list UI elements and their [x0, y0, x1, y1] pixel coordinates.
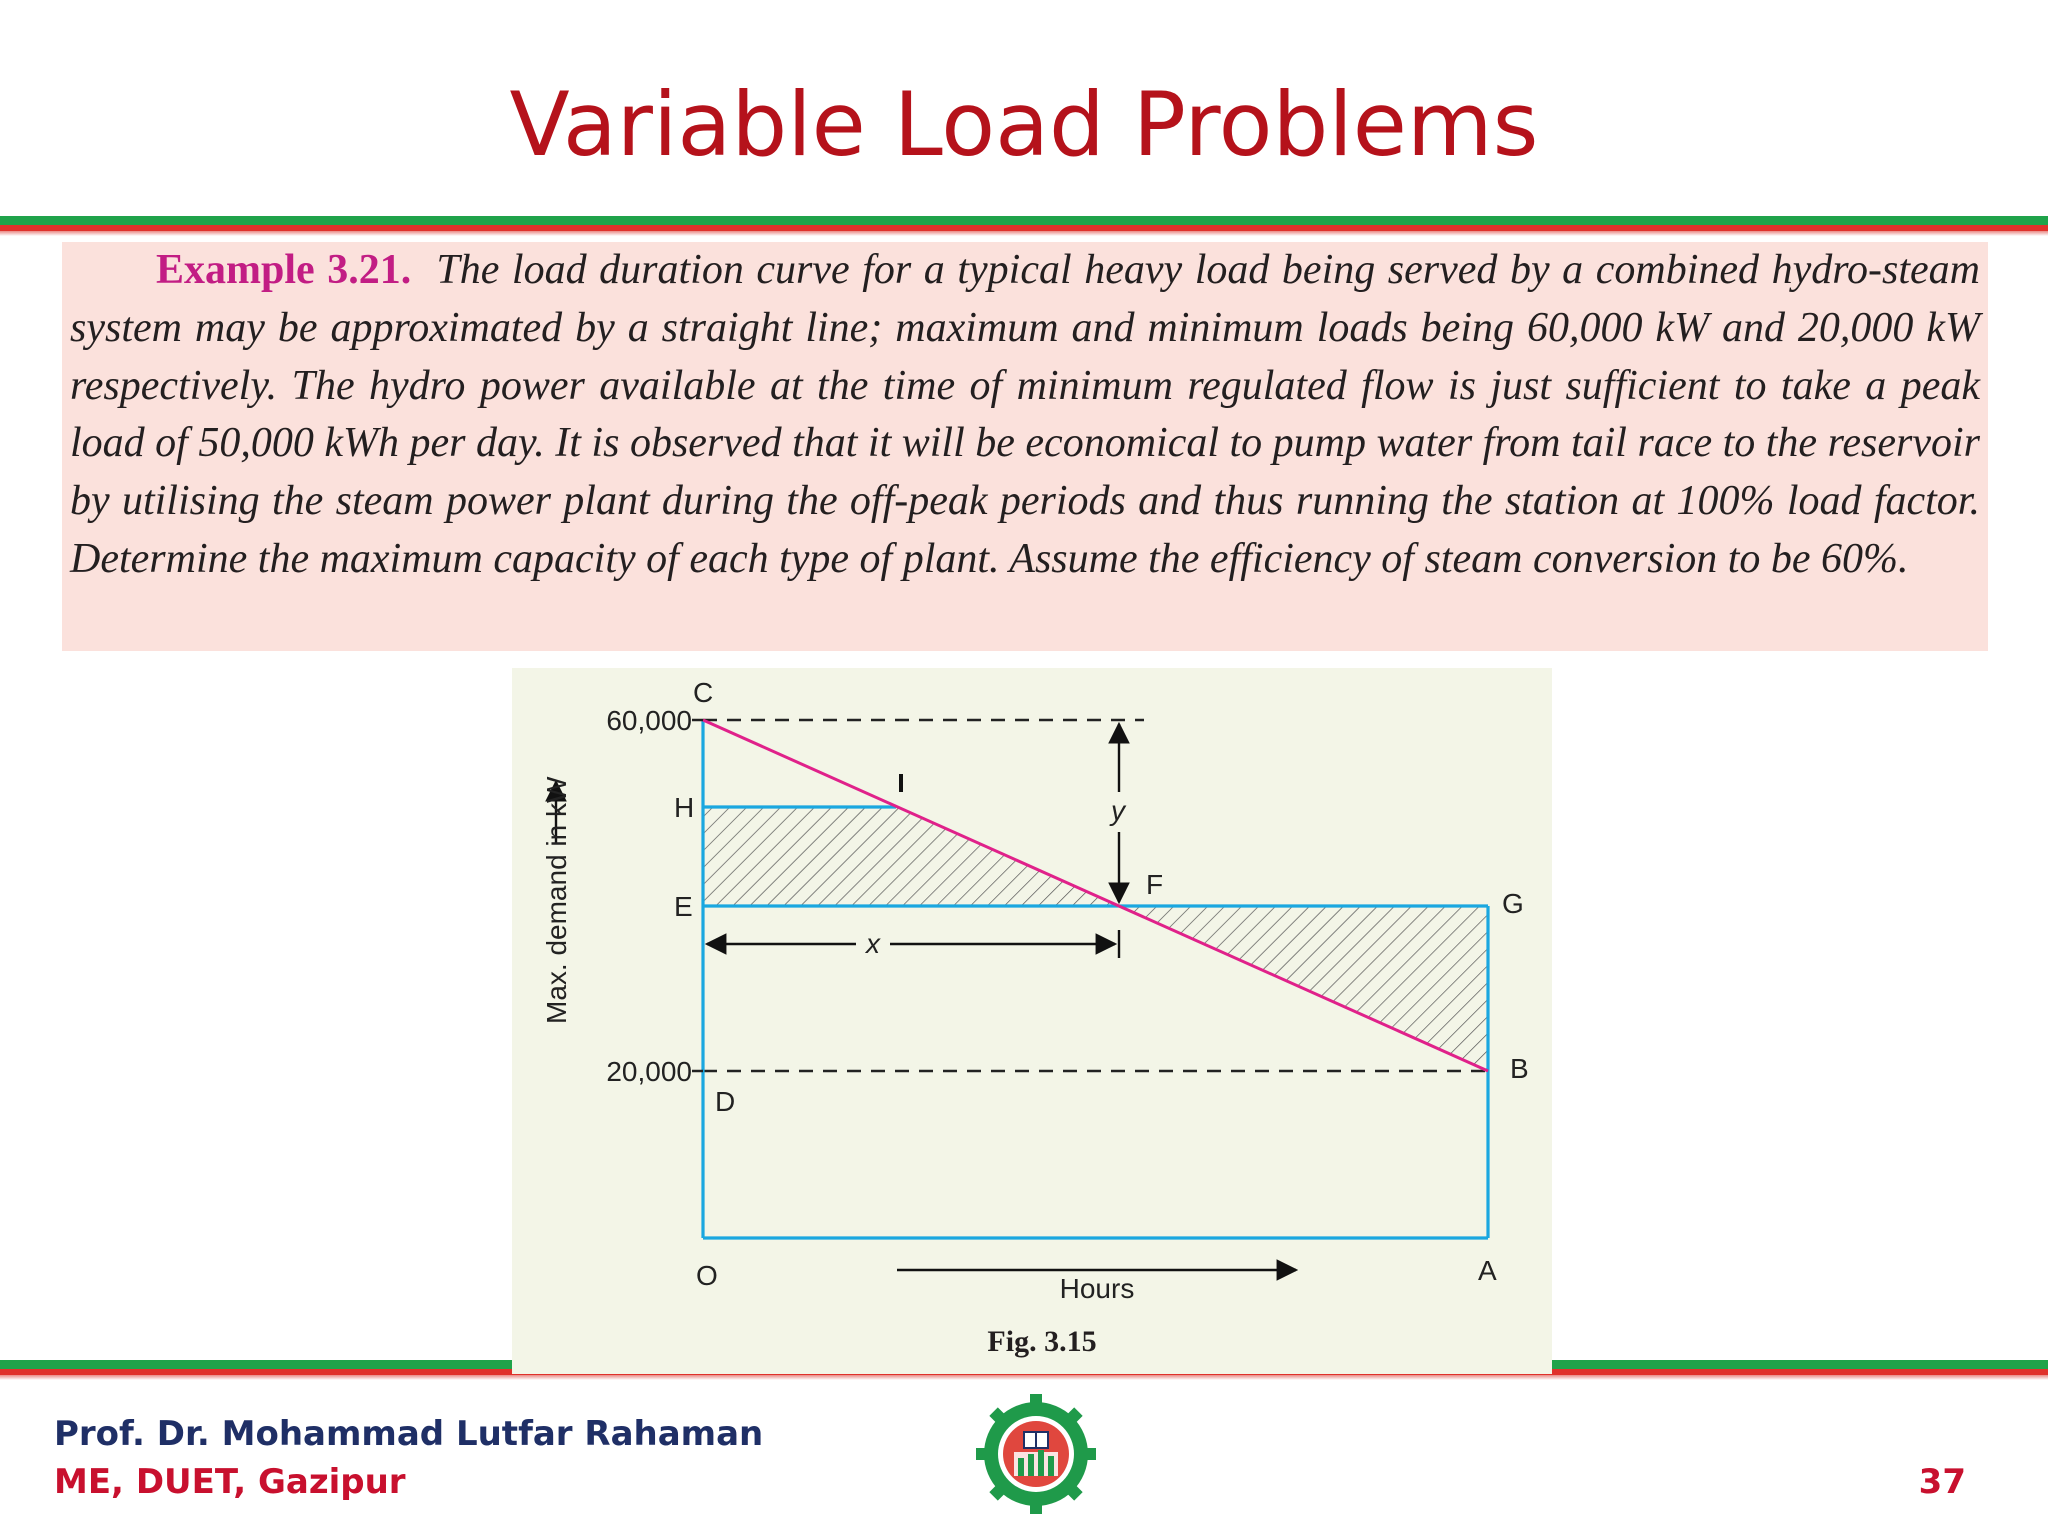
slide-title: Variable Load Problems [509, 73, 1539, 176]
y-dimension-label: y [1111, 795, 1125, 826]
footer-author: Prof. Dr. Mohammad Lutfar Rahaman [54, 1414, 764, 1454]
point-label-b: B [1510, 1053, 1529, 1084]
load-duration-diagram [512, 668, 1552, 1374]
tick-label-60000: 60,000 [606, 705, 692, 736]
example-paragraph [70, 242, 1980, 589]
point-label-g: G [1502, 888, 1524, 919]
tick-label-20000: 20,000 [606, 1056, 692, 1087]
figure-caption: Fig. 3.15 [987, 1325, 1097, 1358]
point-label-f: F [1146, 869, 1164, 900]
point-label-e: E [674, 891, 693, 922]
page-number: 37 [1918, 1462, 1966, 1502]
duet-logo-icon [974, 1392, 1098, 1516]
gear-icon [976, 1394, 1096, 1514]
example-label: Example 3.21. [156, 247, 412, 293]
hatched-area-upper [703, 807, 1119, 906]
example-text: The load duration curve for a typical heavy load being served by a combined hydro-steam system may be approximated by a straight line; maximum and minimum loads being 60,000 kW and 20,000 kW respectively. The hydro power available at the time of minimum regulated flow is just sufficient to take a peak load of 50,000 kWh per day. It is observed that it will be economical to pump water from tail race to the reservoir by utilising the steam power plant during the off-peak periods and thus running the station at 100% load factor. Determine the maximum capacity of each type of plant. Assume the efficiency of steam conversion to be 60%. [70, 247, 1980, 582]
footer-department: ME, DUET, Gazipur [54, 1462, 406, 1502]
x-axis-label: Hours [1059, 1273, 1135, 1304]
point-label-a: A [1478, 1255, 1497, 1286]
y-axis-label: Max. demand in kW [541, 776, 572, 1024]
point-label-d: D [715, 1086, 736, 1117]
point-label-c: C [693, 677, 714, 708]
x-dimension-label: x [866, 928, 880, 959]
point-label-o: O [696, 1260, 718, 1291]
top-divider [0, 216, 2048, 236]
example-problem-box [62, 242, 1988, 651]
point-label-h: H [674, 792, 695, 823]
load-duration-figure [512, 668, 1552, 1374]
